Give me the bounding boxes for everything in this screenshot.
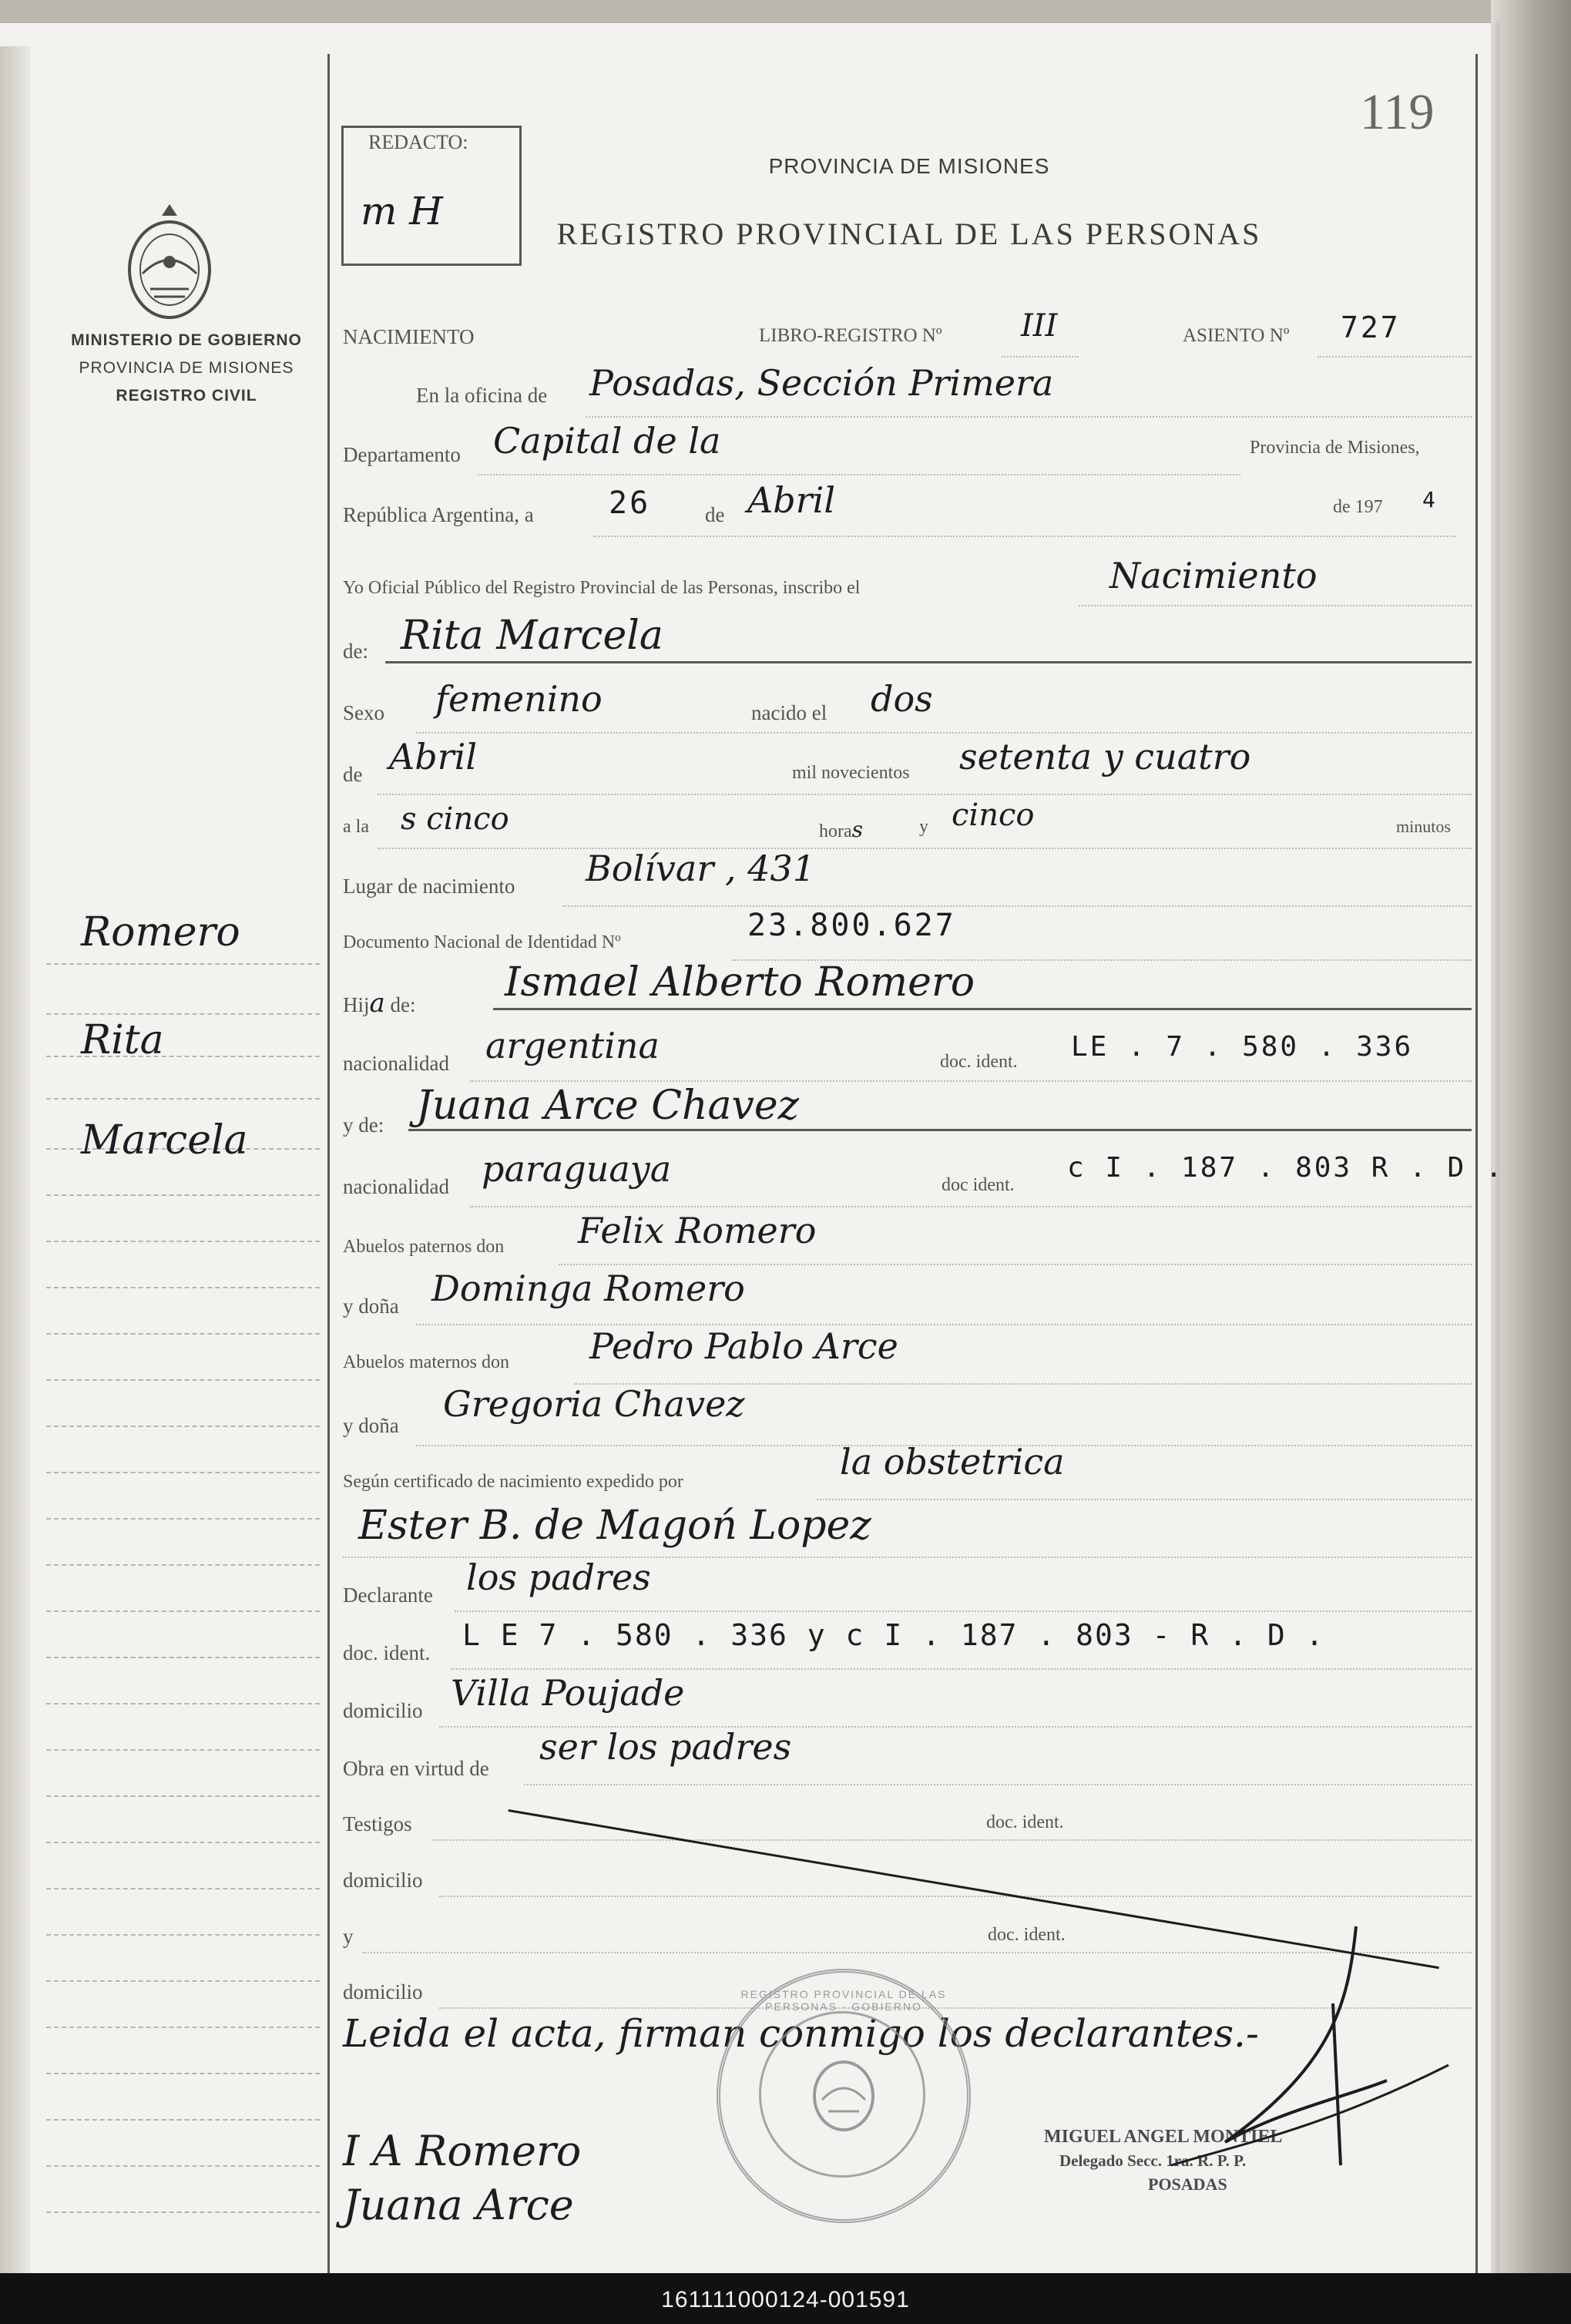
- ala-label: a la: [343, 817, 369, 837]
- rule: [378, 794, 1472, 795]
- father-name: Ismael Alberto Romero: [505, 959, 975, 1006]
- domicilio2-label: domicilio: [343, 1869, 423, 1892]
- certificate-issuer: la obstetrica: [840, 1441, 1065, 1483]
- mother-nationality: paraguaya: [482, 1148, 672, 1190]
- docident5-label: doc. ident.: [988, 1925, 1066, 1945]
- closing-text: Leida el acta, firman conmigo los declarantes.-: [343, 2011, 1259, 2056]
- republica-label: República Argentina, a: [343, 503, 534, 526]
- docident2-label: doc ident.: [942, 1175, 1015, 1195]
- nacido-value: dos: [871, 678, 933, 720]
- day-value: 26: [609, 485, 651, 521]
- document-page: [0, 23, 1505, 2273]
- departamento-value: Capital de la: [493, 420, 721, 462]
- birth-year-words: setenta y cuatro: [959, 736, 1251, 777]
- margin-first-name: Rita: [81, 1017, 164, 1063]
- de-label: de: [705, 503, 725, 526]
- mother-name: Juana Arce Chavez: [416, 1083, 800, 1129]
- oficina-label: En la oficina de: [416, 384, 548, 407]
- year-label: de 197: [1333, 497, 1383, 517]
- rule: [817, 1499, 1472, 1500]
- dni-label: Documento Nacional de Identidad Nº: [343, 932, 621, 952]
- segun-label: Según certificado de nacimiento expedido por: [343, 1472, 683, 1492]
- rule: [593, 536, 1456, 537]
- provincia-suffix: Provincia de Misiones,: [1250, 438, 1420, 458]
- rule: [451, 1668, 1472, 1670]
- rule: [559, 1264, 1472, 1265]
- year-digit: 4: [1422, 487, 1438, 512]
- rule: [416, 732, 1472, 734]
- oficina-value: Posadas, Sección Primera: [589, 362, 1054, 404]
- maternal-grandfather: Pedro Pablo Arce: [589, 1325, 898, 1367]
- sexo-label: Sexo: [343, 701, 384, 724]
- rule: [562, 905, 1472, 907]
- redacto-initials: m H: [361, 189, 443, 233]
- binding-edge: [0, 46, 31, 2296]
- oficial-value: Nacimiento: [1109, 555, 1318, 596]
- obra-label: Obra en virtud de: [343, 1757, 489, 1780]
- rule: [1079, 605, 1472, 606]
- province-header: PROVINCIA DE MISIONES: [768, 154, 1050, 178]
- docident1-label: doc. ident.: [940, 1052, 1018, 1072]
- de2-label: de: [343, 763, 363, 786]
- official-title: Delegado Secc. 1ra. R. P. P.: [1059, 2151, 1247, 2170]
- father-underline: [493, 1008, 1472, 1010]
- rule: [416, 1324, 1472, 1325]
- mother-document: c I . 187 . 803 R . D .: [1067, 1152, 1505, 1184]
- paternal-grandfather: Felix Romero: [578, 1210, 817, 1251]
- rule: [470, 1080, 1472, 1082]
- sexo-value: femenino: [435, 678, 603, 720]
- registry-header: REGISTRO PROVINCIAL DE LAS PERSONAS: [556, 217, 1262, 251]
- official-city: POSADAS: [1148, 2175, 1227, 2194]
- ministry-line-3: REGISTRO CIVIL: [116, 387, 257, 405]
- libro-label: LIBRO-REGISTRO Nº: [759, 325, 942, 346]
- month-value: Abril: [747, 479, 836, 521]
- image-caption: 161111000124-001591: [661, 2287, 910, 2312]
- margin-middle-name: Marcela: [81, 1117, 248, 1164]
- page-number: 119: [1360, 84, 1435, 140]
- mother-underline: [408, 1129, 1472, 1131]
- libro-value: III: [1021, 308, 1058, 344]
- departamento-label: Departamento: [343, 443, 461, 466]
- docident4-label: doc. ident.: [986, 1812, 1064, 1832]
- asiento-value: 727: [1341, 311, 1401, 344]
- obra-value: ser los padres: [539, 1726, 792, 1768]
- rule: [455, 1610, 1472, 1612]
- margin-surname: Romero: [81, 909, 240, 955]
- mil-label: mil novecientos: [792, 763, 910, 783]
- registered-name: Rita Marcela: [401, 613, 663, 659]
- rule: [1002, 356, 1079, 358]
- rule: [431, 1839, 1472, 1841]
- seal-emblem-icon: [805, 2057, 882, 2134]
- ydona2-label: y doña: [343, 1414, 399, 1437]
- hij-label-text: Hij: [343, 993, 370, 1016]
- yde-label: y de:: [343, 1113, 384, 1137]
- lugar-value: Bolívar , 431: [586, 848, 815, 889]
- ministry-line-1: MINISTERIO DE GOBIERNO: [71, 331, 302, 349]
- name-underline: [385, 661, 1472, 663]
- oficial-label: Yo Oficial Público del Registro Provincial de las Personas, inscribo el: [343, 578, 861, 598]
- page-edge: [1491, 0, 1571, 2281]
- horas-label-text: hora: [819, 821, 852, 841]
- hij-label: [343, 988, 416, 1019]
- rule: [470, 1206, 1472, 1207]
- testigos-label: Testigos: [343, 1812, 412, 1835]
- domicilio-label: domicilio: [343, 1699, 423, 1722]
- hour-value: s cinco: [401, 801, 509, 837]
- father-nationality: argentina: [485, 1025, 660, 1066]
- lugar-label: Lugar de nacimiento: [343, 875, 515, 898]
- registry-seal: [717, 1969, 971, 2223]
- seal-text: REGISTRO PROVINCIAL DE LAS PERSONAS · GOBIERNO: [740, 1988, 947, 2013]
- y-label: y: [919, 817, 928, 837]
- paternal-grandmother: Dominga Romero: [431, 1268, 745, 1309]
- coat-of-arms-icon: [119, 200, 220, 331]
- official-name: MIGUEL ANGEL MONTIEL: [1044, 2127, 1283, 2147]
- rule: [378, 848, 1472, 849]
- horas-label: [819, 817, 863, 842]
- abp-label: Abuelos paternos don: [343, 1237, 505, 1257]
- official-signature-icon: [1156, 1911, 1464, 2181]
- declarante-documents: L E 7 . 580 . 336 y c I . 187 . 803 - R . D .: [462, 1618, 1325, 1652]
- father-document: LE . 7 . 580 . 336: [1071, 1031, 1414, 1063]
- de-name-label: de:: [343, 640, 368, 663]
- hij-de-label: de:: [390, 993, 416, 1016]
- birth-month: Abril: [389, 736, 478, 777]
- y2-label: y: [343, 1925, 354, 1948]
- nacimiento-label: NACIMIENTO: [343, 325, 475, 348]
- docident3-label: doc. ident.: [343, 1641, 431, 1664]
- declarante-label: Declarante: [343, 1583, 433, 1607]
- nacido-label: nacido el: [751, 701, 827, 724]
- nac2-label: nacionalidad: [343, 1175, 449, 1198]
- domicilio3-label: domicilio: [343, 1980, 423, 2003]
- declarante-value: los padres: [466, 1557, 651, 1598]
- rule: [586, 416, 1472, 418]
- nac1-label: nacionalidad: [343, 1052, 449, 1075]
- signature-father: I A Romero: [343, 2127, 582, 2175]
- abm-label: Abuelos maternos don: [343, 1352, 509, 1372]
- margin-rule: [327, 54, 330, 2292]
- horas-suffix: s: [851, 817, 864, 842]
- signature-mother: Juana Arce: [343, 2181, 574, 2229]
- maternal-grandmother: Gregoria Chavez: [443, 1383, 745, 1425]
- dni-value: 23.800.627: [747, 908, 956, 943]
- minutes-value: cinco: [952, 798, 1035, 833]
- minutos-label: minutos: [1396, 817, 1451, 836]
- rule: [439, 1896, 1472, 1897]
- ydona1-label: y doña: [343, 1295, 399, 1318]
- rule: [478, 474, 1240, 475]
- background-strip: [0, 0, 1571, 23]
- hij-suffix: a: [369, 988, 385, 1019]
- asiento-label: ASIENTO Nº: [1183, 325, 1290, 346]
- ministry-line-2: PROVINCIA DE MISIONES: [79, 359, 294, 377]
- redacto-label: REDACTO:: [368, 131, 468, 153]
- rule: [524, 1784, 1472, 1785]
- rule: [1318, 356, 1472, 358]
- domicilio-value: Villa Poujade: [451, 1672, 685, 1714]
- midwife-name: Ester B. de Magoń Lopez: [358, 1503, 871, 1549]
